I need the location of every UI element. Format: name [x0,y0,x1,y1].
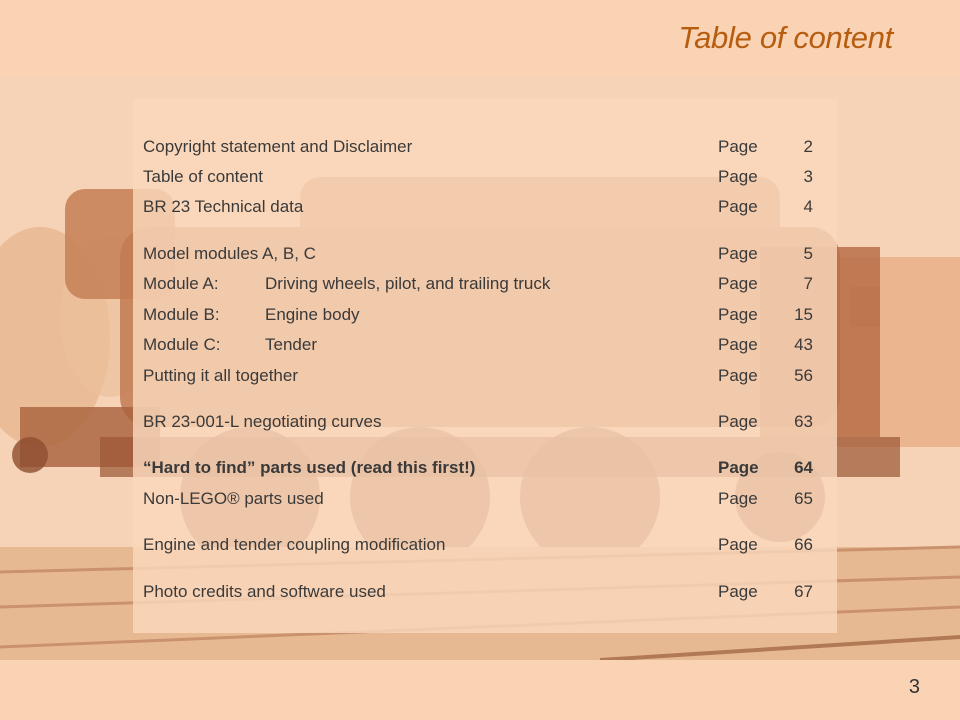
toc-row-model-modules[interactable] [133,242,837,266]
toc-page-word: Page [718,137,758,156]
toc-page-word: Page [718,335,758,354]
toc-entry-label: Module C: [143,335,221,354]
toc-entry-label: Model modules A, B, C [143,244,316,263]
toc-row-table-of-content[interactable] [133,165,837,189]
page-number: 3 [908,676,920,698]
toc-entry-label: Photo credits and software used [143,582,386,601]
toc-page-word: Page [718,458,759,477]
toc-page-word: Page [718,305,758,324]
toc-page-number: 43 [794,335,813,354]
toc-page-number: 4 [803,197,813,216]
toc-page-number: 5 [803,244,813,263]
toc-page-number: 15 [794,305,813,324]
toc-page-number: 64 [794,458,813,477]
toc-page-word: Page [718,366,758,385]
toc-entry-label: BR 23 Technical data [143,197,304,216]
toc-row-non-lego[interactable] [133,487,837,511]
toc-entry-sublabel: Tender [265,335,317,354]
footer-band [0,660,960,720]
toc-page-word: Page [718,535,758,554]
toc-page-number: 56 [794,366,813,385]
toc-entry-label: Module A: [143,274,219,293]
toc-row-module-a[interactable] [133,272,837,296]
toc-entry-label: Non-LEGO® parts used [143,489,324,508]
toc-entry-sublabel: Engine body [265,305,360,324]
toc-row-module-b[interactable] [133,303,837,327]
toc-page-number: 3 [803,167,813,186]
toc-page-number: 66 [794,535,813,554]
toc-row-photo-credits[interactable] [133,580,837,604]
toc-page-number: 2 [803,137,813,156]
toc-page-word: Page [718,167,758,186]
toc-panel [133,99,837,633]
toc-row-putting-together[interactable] [133,364,837,388]
toc-page-number: 7 [803,274,813,293]
toc-row-hard-to-find[interactable] [133,456,837,480]
toc-page-word: Page [718,244,758,263]
toc-row-module-c[interactable] [133,333,837,357]
toc-row-curves[interactable] [133,410,837,434]
toc-page-number: 67 [794,582,813,601]
toc-row-coupling[interactable] [133,533,837,557]
toc-page-word: Page [718,489,758,508]
page-title: Table of content [678,20,893,55]
toc-row-technical-data[interactable] [133,195,837,219]
toc-page-number: 63 [794,412,813,431]
toc-entry-label: Putting it all together [143,366,298,385]
toc-page-word: Page [718,197,758,216]
toc-entry-label: “Hard to find” parts used (read this first!) [143,458,476,477]
toc-entry-label: Module B: [143,305,220,324]
toc-page-word: Page [718,274,758,293]
toc-page-number: 65 [794,489,813,508]
toc-entry-sublabel: Driving wheels, pilot, and trailing truck [265,274,551,293]
toc-row-copyright[interactable] [133,135,837,159]
toc-entry-label: Copyright statement and Disclaimer [143,137,413,156]
toc-page-word: Page [718,582,758,601]
toc-entry-label: Engine and tender coupling modification [143,535,446,554]
toc-page-word: Page [718,412,758,431]
toc-entry-label: Table of content [143,167,264,186]
toc-entry-label: BR 23-001-L negotiating curves [143,412,382,431]
